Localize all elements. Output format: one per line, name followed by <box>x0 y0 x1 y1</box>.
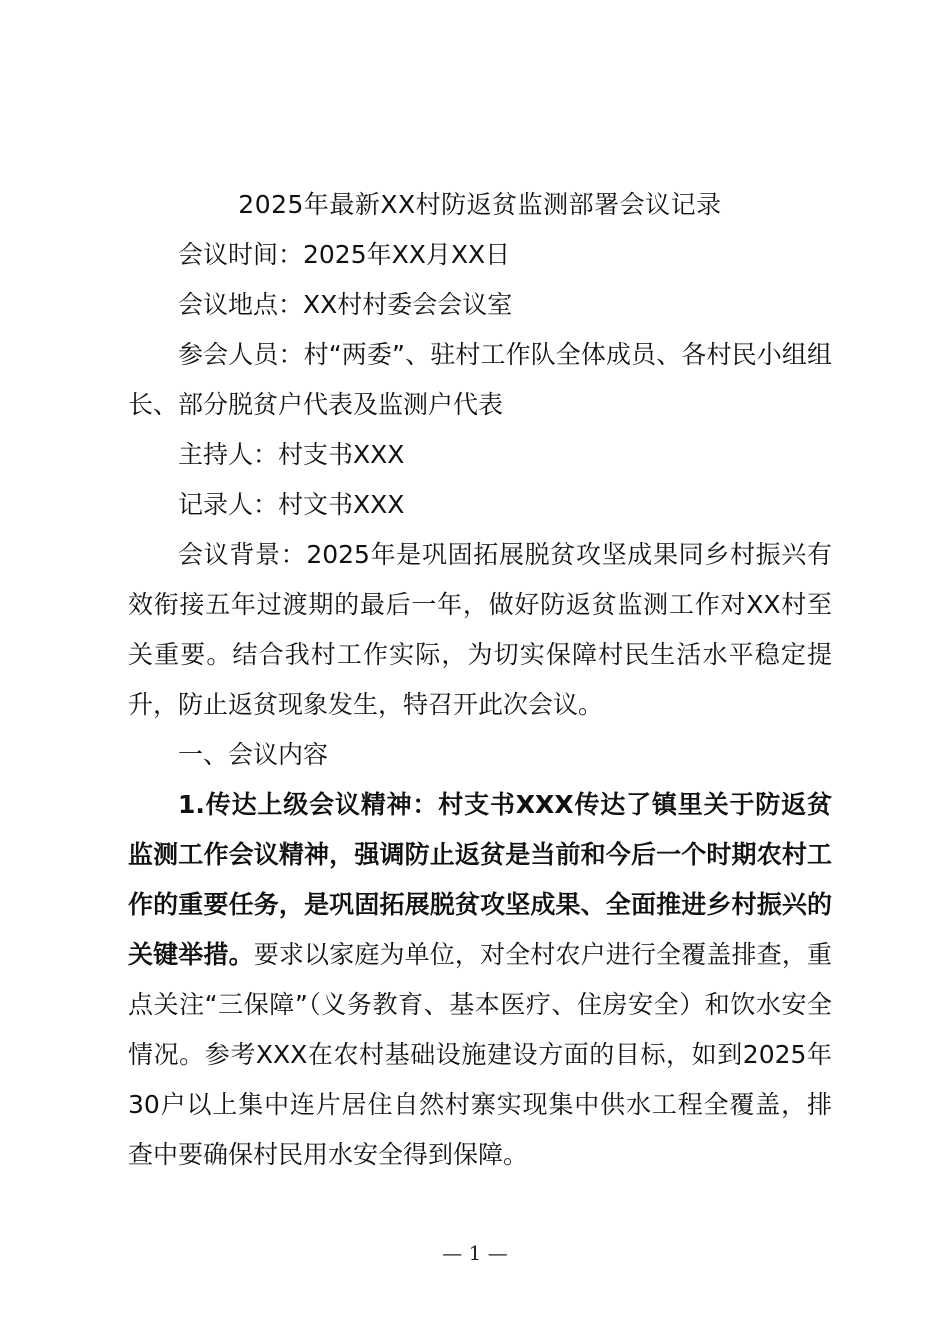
content-item-1 <box>128 780 832 1180</box>
document-title: 2025年最新XX村防返贫监测部署会议记录 <box>238 190 722 219</box>
meeting-time: 会议时间：2025年XX月XX日 <box>178 240 511 269</box>
document-body <box>128 180 832 1180</box>
host: 主持人：村支书XXX <box>178 440 405 469</box>
attendees: 参会人员：村“两委”、驻村工作队全体成员、各村民小组组长、部分脱贫户代表及监测户代表 <box>128 340 832 419</box>
content-item-1-text: 要求以家庭为单位，对全村农户进行全覆盖排查，重点关注“三保障”（义务教育、基本医疗、住房安全）和饮水安全情况。参考XXX在农村基础设施建设方面的目标，如到2025年30户以上集中连片居住自然村寨实现集中供水工程全覆盖，排查中要确保村民用水安全得到保障。 <box>128 940 832 1169</box>
page-number: — 1 — <box>442 1241 508 1265</box>
meeting-place: 会议地点：XX村村委会会议室 <box>178 290 513 319</box>
section-heading: 一、会议内容 <box>178 740 329 769</box>
meeting-background: 会议背景：2025年是巩固拓展脱贫攻坚成果同乡村振兴有效衔接五年过渡期的最后一年，做好防返贫监测工作对XX村至关重要。结合我村工作实际，为切实保障村民生活水平稳定提升，防止返贫现象发生，特召开此次会议。 <box>128 540 832 719</box>
recorder: 记录人：村文书XXX <box>178 490 405 519</box>
content-item-1-bold: 1.传达上级会议精神：村支书XXX传达了镇里关于防返贫监测工作会议精神，强调防止返贫是当前和今后一个时期农村工作的重要任务，是巩固拓展脱贫攻坚成果、全面推进乡村振兴的关键举措。 <box>128 790 832 969</box>
